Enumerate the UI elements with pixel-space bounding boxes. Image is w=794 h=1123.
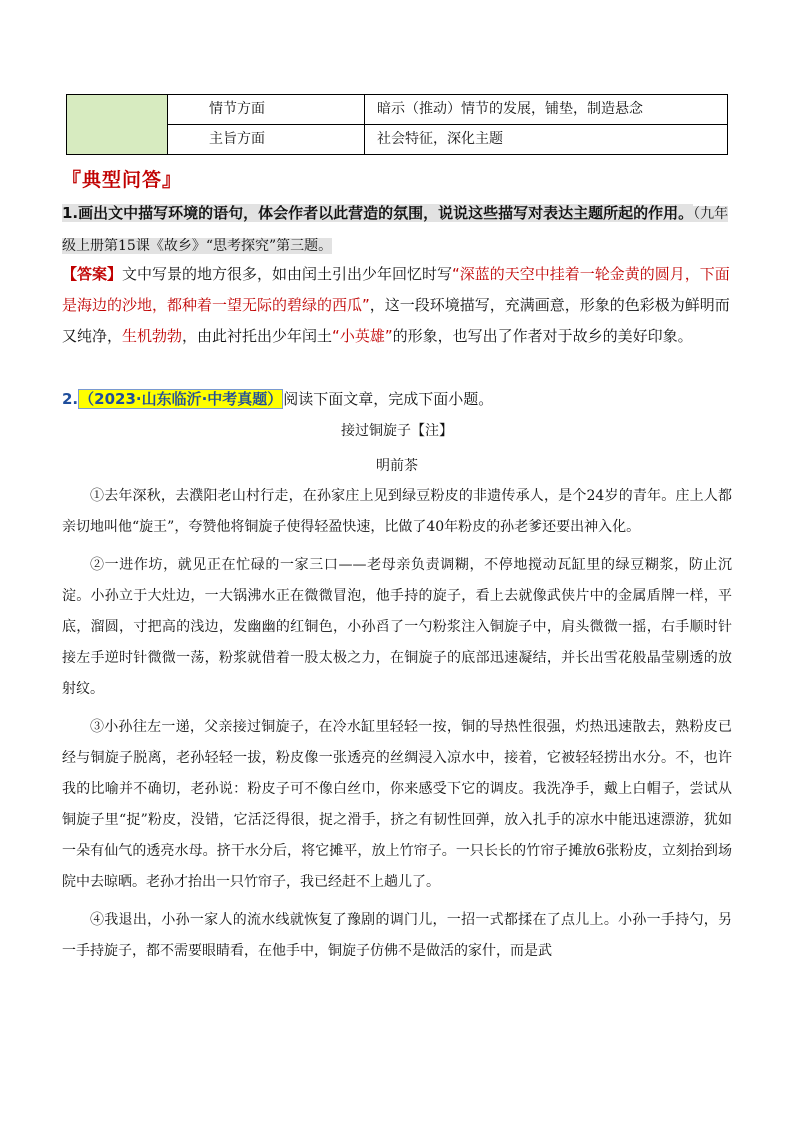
question-2-text: 阅读下面文章，完成下面小题。 [283,390,494,408]
answer-tag: 【答案】 [62,265,123,283]
article-body [62,481,732,974]
question-1-text: 1.画出文中描写环境的语句，体会作者以此营造的氛围，说说这些描写对表达主题所起的作用。 [62,204,694,222]
answer-text: 的形象，也写出了作者对于故乡的美好印象。 [392,327,693,345]
answer-quote: “小英雄” [332,327,393,345]
article-paragraph: ③小孙往左一递，父亲接过铜旋子，在冷水缸里轻轻一按，铜的导热性很强，灼热迅速散去，熟粉皮已经与铜旋子脱离，老孙轻轻一拔，粉皮像一张透亮的丝绸浸入凉水中，接着，它被轻轻捞出水分。不，也许我的比喻并不确切，老孙说：粉皮子可不像白丝巾，你来感受下它的调皮。我洗净手，戴上白帽子，尝试从铜旋子里“捉”粉皮，没错，它活泛得很，捉之滑手，挤之有韧性回弹，放入扎手的凉水中能迅速漂游，犹如一朵有仙气的透亮水母。挤干水分后，将它摊平，放上竹帘子。一只长长的竹帘子摊放6张粉皮，立刻抬到场院中去晾晒。老孙才抬出一只竹帘子，我已经赶不上趟儿了。 [62,719,732,890]
table-row [167,95,727,125]
table-category-cell [67,95,168,154]
answer-highlight: 生机勃勃 [122,327,183,345]
question-2 [62,384,732,415]
article-author: 明前茶 [376,458,418,474]
question-1 [62,198,732,262]
summary-table [66,94,728,155]
table-cell-aspect: 情节方面 [167,95,365,124]
question-1-note: （九年级上册第15课《故乡》“思考探究”第三题。 [62,206,729,254]
table-cell-aspect: 主旨方面 [167,125,365,154]
question-2-source: （2023·山东临沂·中考真题） [79,390,283,408]
article-paragraph: ④我退出，小孙一家人的流水线就恢复了豫剧的调门儿，一招一式都揉在了点儿上。小孙一手持勺，另一手持旋子，都不需要眼睛看，在他手中，铜旋子仿佛不是做活的家什，而是武 [62,912,732,959]
answer-text: 文中写景的地方很多，如由闰土引出少年回忆时写 [122,265,453,283]
article-paragraph: ①去年深秋，去濮阳老山村行走，在孙家庄上见到绿豆粉皮的非遗传承人，是个24岁的青年。庄上人都亲切地叫他“旋王”，夸赞他将铜旋子使得轻盈快速，比做了40年粉皮的孙老爹还要出神入化。 [62,488,732,535]
table-cell-content: 暗示（推动）情节的发展，铺垫，制造悬念 [377,101,643,117]
section-title: 『典型问答』 [62,169,183,191]
article-title: 接过铜旋子【注】 [341,423,453,439]
answer-text: ，这一段环境描写，充满画意，形象的色彩极为鲜明而又纯净， [62,296,730,345]
table-cell-content: 社会特征，深化主题 [377,131,503,147]
answer [62,259,732,352]
answer-text: ，由此衬托出少年闰土 [182,327,333,345]
article-paragraph: ②一进作坊，就见正在忙碌的一家三口——老母亲负责调糊，不停地搅动瓦缸里的绿豆糊浆，防止沉淀。小孙立于大灶边，一大锅沸水正在微微冒泡，他手持的旋子，看上去就像武侠片中的金属盾牌一样，平底，溜圆，寸把高的浅边，发幽幽的红铜色，小孙舀了一勺粉浆注入铜旋子中，肩头微微一摇，右手顺时针接左手逆时针微微一荡，粉浆就借着一股太极之力，在铜旋子的底部迅速凝结，并长出雪花般晶莹剔透的放射纹。 [62,557,732,697]
answer-quote: “深蓝的天空中挂着一轮金黄的圆月，下面是海边的沙地，都种着一望无际的碧绿的西瓜” [62,265,730,314]
table-row [167,125,727,154]
question-2-number: 2. [62,390,79,408]
